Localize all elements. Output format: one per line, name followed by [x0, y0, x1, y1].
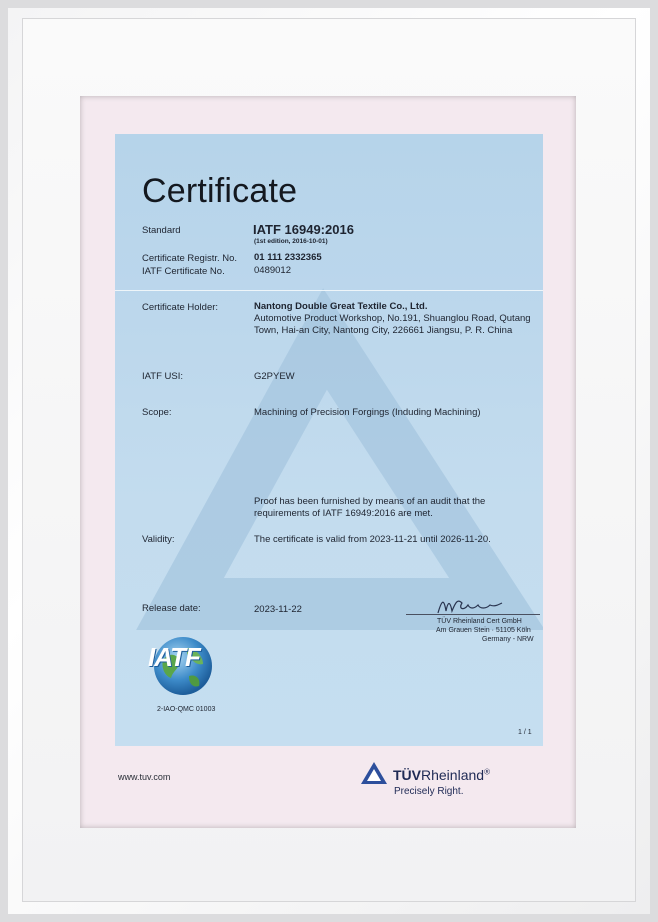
proof-text: Proof has been furnished by means of an audit that the requirements of IATF 16949:2016 are met.: [254, 496, 486, 519]
standard-label: Standard: [142, 225, 181, 236]
validity-value: The certificate is valid from 2023-11-21 until 2026-11-20.: [254, 534, 491, 545]
tuv-triangle-icon: [359, 760, 389, 786]
release-label: Release date:: [142, 603, 201, 614]
scope-label: Scope:: [142, 407, 172, 418]
holder-address: Automotive Product Workshop, No.191, Shuanglou Road, Qutang Town, Hai-an City, Nantong City, 226661 Jiangsu, P. R. China: [254, 313, 531, 336]
release-value: 2023-11-22: [254, 604, 302, 615]
signature-line: [406, 614, 540, 615]
page-title: Certificate: [142, 172, 298, 210]
standard-value: IATF 16949:2016: [253, 222, 354, 237]
holder-label: Certificate Holder:: [142, 302, 219, 313]
signature-icon: [434, 595, 506, 619]
validity-label: Validity:: [142, 534, 175, 545]
tuv-brand-rheinland: Rheinland: [421, 767, 485, 783]
holder-name: Nantong Double Great Textile Co., Ltd.: [254, 301, 428, 312]
iatf-code: 2-IAO-QMC 01003: [157, 706, 216, 713]
iatf-cert-value: 0489012: [254, 265, 291, 276]
usi-value: G2PYEW: [254, 371, 295, 382]
standard-edition: (1st edition, 2016-10-01): [254, 238, 328, 245]
header-divider: [115, 290, 543, 291]
page-number: 1 / 1: [518, 729, 532, 736]
website-link[interactable]: www.tuv.com: [118, 772, 171, 782]
issuer-line1: TÜV Rheinland Cert GmbH: [437, 618, 522, 625]
registr-label: Certificate Registr. No.: [142, 253, 238, 264]
iatf-cert-label: IATF Certificate No.: [142, 266, 225, 277]
tuv-brand-tuv: TÜV: [393, 767, 421, 783]
iatf-logo-text: IATF: [148, 642, 200, 672]
tuv-brand-mark: ®: [484, 767, 490, 777]
tuv-slogan: Precisely Right.: [394, 786, 464, 797]
issuer-line3: Germany - NRW: [482, 636, 534, 643]
tuv-brand: [393, 767, 490, 783]
registr-value: 01 111 2332365: [254, 252, 322, 263]
issuer-line2: Am Grauen Stein · 51105 Köln: [436, 627, 531, 634]
usi-label: IATF USI:: [142, 371, 183, 382]
scope-value: Machining of Precision Forgings (Induding Machining): [254, 407, 481, 418]
